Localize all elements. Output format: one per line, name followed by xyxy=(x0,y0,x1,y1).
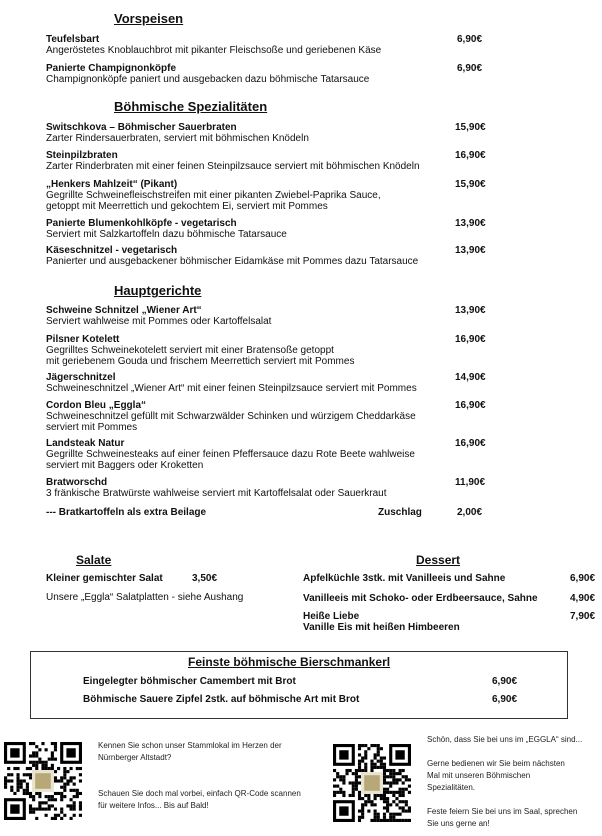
dessert-item-subtitle: Vanille Eis mit heißen Himbeeren xyxy=(303,622,460,633)
menu-item-description: serviert mit Baggers oder Kroketten xyxy=(46,460,204,471)
menu-item-price: 6,90€ xyxy=(457,34,483,45)
dessert-item-name: Vanilleeis mit Schoko- oder Erdbeersauce, Sahne xyxy=(303,593,538,604)
extra-beilage-label: --- Bratkartoffeln als extra Beilage xyxy=(46,507,207,518)
footer-line: Feste feiern Sie bei uns im Saal, sprechen xyxy=(427,807,578,816)
menu-item-description: mit geriebenem Gouda und frischem Meerrettich serviert mit Pommes xyxy=(46,356,355,367)
footer-line: Sie uns gerne an! xyxy=(427,819,490,828)
footer-line xyxy=(98,764,328,776)
footer-line xyxy=(427,794,599,806)
menu-item-name: Steinpilzbraten xyxy=(46,150,118,161)
footer-line: Kennen Sie schon unser Stammlokal im Herzen der xyxy=(98,741,282,750)
footer-left-text xyxy=(98,740,328,812)
footer-line: Nürnberger Altstadt? xyxy=(98,753,172,762)
qr-code-left[interactable] xyxy=(4,742,82,820)
menu-item-price: 13,90€ xyxy=(455,305,486,316)
menu-item-name: Jägerschnitzel xyxy=(46,372,116,383)
menu-item-description: Serviert wahlweise mit Pommes oder Kartoffelsalat xyxy=(46,316,272,327)
dessert-item-price: 7,90€ xyxy=(570,611,596,622)
menu-item-name: „Henkers Mahlzeit“ (Pikant) xyxy=(46,179,178,190)
menu-item-description: Gegrillte Schweinesteaks auf einer feinen Pfeffersauce dazu Rote Beete wahlweise xyxy=(46,449,415,460)
menu-item-price: 16,90€ xyxy=(455,150,486,161)
section-title-vorspeisen: Vorspeisen xyxy=(114,11,184,26)
menu-item-price: 15,90€ xyxy=(455,122,486,133)
menu-item-price: 16,90€ xyxy=(455,438,486,449)
menu-item-name: Teufelsbart xyxy=(46,34,100,45)
menu-item-description: getoppt mit Meerrettich und gekochtem Ei, serviert mit Pommes xyxy=(46,201,328,212)
menu-item-price: 11,90€ xyxy=(455,477,486,488)
menu-item-description: Angeröstetes Knoblauchbrot mit pikanter Fleischsoße und geriebenen Käse xyxy=(46,45,382,56)
dessert-item-price: 6,90€ xyxy=(570,573,596,584)
footer-line: Mal mit unseren Böhmischen xyxy=(427,771,531,780)
section-title-salate: Salate xyxy=(76,553,112,567)
menu-item-description: Schweineschnitzel gefüllt mit Schwarzwälder Schinken und würzigem Cheddarkäse xyxy=(46,411,416,422)
extra-beilage-zuschlag: Zuschlag xyxy=(378,507,422,518)
section-title-spezialitaeten: Böhmische Spezialitäten xyxy=(114,99,268,114)
bierschmankerl-item-name: Böhmische Sauere Zipfel 2stk. auf böhmische Art mit Brot xyxy=(83,694,360,705)
extra-beilage-price: 2,00€ xyxy=(457,507,483,518)
bierschmankerl-item-price: 6,90€ xyxy=(492,676,518,687)
menu-item-price: 13,90€ xyxy=(455,218,486,229)
menu-item-description: Zarter Rindersauerbraten, serviert mit böhmischen Knödeln xyxy=(46,133,309,144)
salat-item-price: 3,50€ xyxy=(192,573,218,584)
bierschmankerl-item-name: Eingelegter böhmischer Camembert mit Brot xyxy=(83,676,296,687)
menu-item-description: Gegrilltes Schweinekotelett serviert mit einer Bratensoße getoppt xyxy=(46,345,334,356)
dessert-item-name: Heiße Liebe xyxy=(303,611,360,622)
menu-item-price: 14,90€ xyxy=(455,372,486,383)
section-title-hauptgerichte: Hauptgerichte xyxy=(114,283,202,298)
menu-item-name: Käseschnitzel - vegetarisch xyxy=(46,245,178,256)
menu-item-price: 15,90€ xyxy=(455,179,486,190)
footer-line: Gerne bedienen wir Sie beim nächsten xyxy=(427,759,565,768)
footer-right-text xyxy=(427,734,599,830)
qr-code-icon xyxy=(4,742,82,820)
menu-item-name: Pilsner Kotelett xyxy=(46,334,120,345)
menu-item-description: Serviert mit Salzkartoffeln dazu böhmische Tatarsauce xyxy=(46,229,287,240)
menu-item-description: Champignonköpfe paniert und ausgebacken dazu böhmische Tatarsauce xyxy=(46,74,370,85)
menu-item-name: Landsteak Natur xyxy=(46,438,125,449)
qr-code-icon xyxy=(333,744,411,822)
salat-item-name: Kleiner gemischter Salat xyxy=(46,573,163,584)
salat-note: Unsere „Eggla“ Salatplatten - siehe Aushang xyxy=(46,592,244,603)
menu-item-description: 3 fränkische Bratwürste wahlweise serviert mit Kartoffelsalat oder Sauerkraut xyxy=(46,488,387,499)
menu-item-price: 6,90€ xyxy=(457,63,483,74)
menu-item-description: Zarter Rinderbraten mit einer feinen Steinpilzsauce serviert mit böhmischen Knödeln xyxy=(46,161,420,172)
footer-line xyxy=(427,746,599,758)
menu-item-description: Panierter und ausgebackener böhmischer Eidamkäse mit Pommes dazu Tatarsauce xyxy=(46,256,419,267)
footer-line xyxy=(98,776,328,788)
menu-item-price: 16,90€ xyxy=(455,400,486,411)
menu-item-price: 13,90€ xyxy=(455,245,486,256)
menu-item-name: Switschkova – Böhmischer Sauerbraten xyxy=(46,122,237,133)
menu-item-description: serviert mit Pommes xyxy=(46,422,138,433)
footer-line: Schauen Sie doch mal vorbei, einfach QR-Code scannen xyxy=(98,789,301,798)
menu-item-description: Gegrillte Schweinefleischstreifen mit einer pikanten Zwiebel-Paprika Sauce, xyxy=(46,190,381,201)
section-title-dessert: Dessert xyxy=(416,553,461,567)
dessert-item-name: Apfelküchle 3stk. mit Vanilleeis und Sahne xyxy=(303,573,506,584)
menu-item-name: Schweine Schnitzel „Wiener Art“ xyxy=(46,305,202,316)
menu-item-price: 16,90€ xyxy=(455,334,486,345)
dessert-item-price: 4,90€ xyxy=(570,593,596,604)
qr-code-right[interactable] xyxy=(333,744,411,822)
menu-item-description: Schweineschnitzel „Wiener Art“ mit einer feinen Steinpilzsauce serviert mit Pommes xyxy=(46,383,417,394)
menu-item-name: Bratworschd xyxy=(46,477,108,488)
menu-item-name: Panierte Champignonköpfe xyxy=(46,63,177,74)
section-title-bierschmankerl: Feinste böhmische Bierschmankerl xyxy=(188,655,391,669)
bierschmankerl-item-price: 6,90€ xyxy=(492,694,518,705)
menu-item-name: Cordon Bleu „Eggla“ xyxy=(46,400,146,411)
footer-line: Schön, dass Sie bei uns im „EGGLA“ sind... xyxy=(427,735,583,744)
menu-item-name: Panierte Blumenkohlköpfe - vegetarisch xyxy=(46,218,237,229)
footer-line: Spezialitäten. xyxy=(427,783,476,792)
footer-line: für weitere Infos... Bis auf Bald! xyxy=(98,801,209,810)
